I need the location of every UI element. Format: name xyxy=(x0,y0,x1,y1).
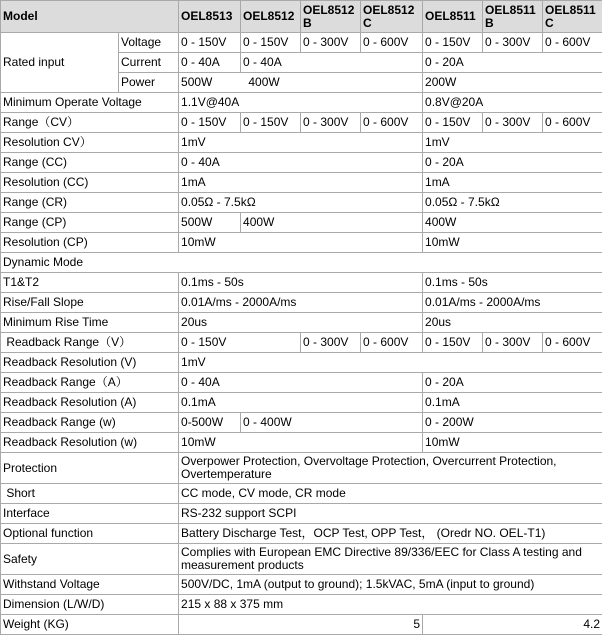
row-label: Resolution (CP) xyxy=(1,233,179,253)
table-cell: 0 - 300V xyxy=(483,33,543,53)
table-cell: 200W xyxy=(423,73,602,93)
table-cell: 0 - 40A xyxy=(241,53,423,73)
table-row xyxy=(1,413,602,433)
table-cell: 10mW xyxy=(423,233,602,253)
row-label: Readback Resolution (A) xyxy=(1,393,179,413)
header-col: OEL8512 C xyxy=(361,1,423,33)
sub-label: Current xyxy=(119,53,179,73)
table-cell: 0 - 300V xyxy=(483,333,543,353)
table-cell: 0 - 20A xyxy=(423,153,602,173)
table-cell: 0 - 600V xyxy=(361,33,423,53)
table-row xyxy=(1,595,602,615)
table-cell: 0 - 150V xyxy=(423,113,483,133)
table-cell: 500V/DC, 1mA (output to ground); 1.5kVAC, 5mA (input to ground) xyxy=(179,575,602,595)
table-cell: 0 - 150V xyxy=(423,333,483,353)
row-label: Rated input xyxy=(1,33,119,93)
table-cell: 0 - 300V xyxy=(483,113,543,133)
header-model: Model xyxy=(1,1,179,33)
row-label: Readback Range（A） xyxy=(1,373,179,393)
table-cell: 0 - 300V xyxy=(301,33,361,53)
row-label: Minimum Rise Time xyxy=(1,313,179,333)
table-row xyxy=(1,193,602,213)
table-cell: 0.1mA xyxy=(179,393,423,413)
table-cell: 0 - 150V xyxy=(179,113,241,133)
table-cell: Battery Discharge Test，OCP Test, OPP Test， (Oredr NO. OEL-T1) xyxy=(179,524,602,544)
row-label: Optional function xyxy=(1,524,179,544)
row-label: Minimum Operate Voltage xyxy=(1,93,179,113)
table-cell: 0 - 300V xyxy=(301,113,361,133)
row-label: T1&T2 xyxy=(1,273,179,293)
table-cell: CC mode, CV mode, CR mode xyxy=(179,484,602,504)
table-cell: 0 - 40A xyxy=(179,53,241,73)
table-cell-text: 500W xyxy=(181,75,212,89)
table-cell: 0 - 20A xyxy=(423,53,602,73)
table-cell: 20us xyxy=(179,313,423,333)
table-cell: Complies with European EMC Directive 89/336/EEC for Class A testing and measurement products xyxy=(179,544,602,575)
table-cell: 1mV xyxy=(423,133,602,153)
table-row xyxy=(1,113,602,133)
row-label: Dimension (L/W/D) xyxy=(1,595,179,615)
row-label: Resolution CV） xyxy=(1,133,179,153)
table-row xyxy=(1,484,602,504)
table-cell: RS-232 support SCPI xyxy=(179,504,602,524)
table-cell: 0 - 20A xyxy=(423,373,602,393)
table-cell: 400W xyxy=(241,213,423,233)
table-row xyxy=(1,313,602,333)
row-label: Rise/Fall Slope xyxy=(1,293,179,313)
table-cell: 0.1ms - 50s xyxy=(179,273,423,293)
row-label: Range（CV） xyxy=(1,113,179,133)
table-row xyxy=(1,544,602,575)
table-row xyxy=(1,524,602,544)
table-cell: 0.05Ω - 7.5kΩ xyxy=(423,193,602,213)
row-label: Readback Resolution (w) xyxy=(1,433,179,453)
table-row xyxy=(1,173,602,193)
table-cell: 400W xyxy=(423,213,602,233)
table-row xyxy=(1,504,602,524)
table-row xyxy=(1,333,602,353)
row-label: Readback Range（V） xyxy=(1,333,179,353)
header-row xyxy=(1,1,602,33)
table-cell: 1mA xyxy=(179,173,423,193)
table-row xyxy=(1,33,602,53)
table-row xyxy=(1,273,602,293)
table-cell: 20us xyxy=(423,313,602,333)
table-cell: 0.05Ω - 7.5kΩ xyxy=(179,193,423,213)
table-row xyxy=(1,373,602,393)
table-cell: 0 - 600V xyxy=(361,333,423,353)
table-cell: 0-500W xyxy=(179,413,241,433)
table-row xyxy=(1,213,602,233)
table-cell: 0.1mA xyxy=(423,393,602,413)
table-cell: 1mV xyxy=(179,353,602,373)
table-cell: 0.01A/ms - 2000A/ms xyxy=(423,293,602,313)
table-cell: 1.1V@40A xyxy=(179,93,423,113)
row-label: Readback Range (w) xyxy=(1,413,179,433)
table-cell: 10mW xyxy=(179,233,423,253)
table-cell: 500W xyxy=(179,213,241,233)
table-cell: 5 xyxy=(179,615,423,635)
row-label: Range (CC) xyxy=(1,153,179,173)
table-cell: 10mW xyxy=(179,433,423,453)
table-cell: 0 - 600V xyxy=(543,33,602,53)
table-cell: 215 x 88 x 375 mm xyxy=(179,595,602,615)
header-col: OEL8511 B xyxy=(483,1,543,33)
table-cell xyxy=(179,73,423,93)
table-cell: 0 - 150V xyxy=(179,333,301,353)
table-cell: 0.1ms - 50s xyxy=(423,273,602,293)
header-col: OEL8511 xyxy=(423,1,483,33)
table-row xyxy=(1,353,602,373)
table-cell: 0.01A/ms - 2000A/ms xyxy=(179,293,423,313)
table-cell: 0 - 300V xyxy=(301,333,361,353)
row-label: Range (CR) xyxy=(1,193,179,213)
row-label: Protection xyxy=(1,453,179,484)
header-col: OEL8511 C xyxy=(543,1,602,33)
row-label: Range (CP) xyxy=(1,213,179,233)
row-label: Withstand Voltage xyxy=(1,575,179,595)
row-label: Weight (KG) xyxy=(1,615,179,635)
sub-label: Voltage xyxy=(119,33,179,53)
table-cell: 0 - 40A xyxy=(179,153,423,173)
table-row xyxy=(1,133,602,153)
table-cell: 0 - 150V xyxy=(423,33,483,53)
header-col: OEL8513 xyxy=(179,1,241,33)
table-cell: 0 - 150V xyxy=(179,33,241,53)
table-cell-text: 400W xyxy=(248,75,279,89)
row-label: Readback Resolution (V) xyxy=(1,353,179,373)
table-row xyxy=(1,453,602,484)
table-cell: 4.2 xyxy=(423,615,602,635)
table-cell: 0 - 150V xyxy=(241,113,301,133)
table-cell: 0 - 600V xyxy=(361,113,423,133)
row-label: Interface xyxy=(1,504,179,524)
table-cell: 0 - 600V xyxy=(543,113,602,133)
table-cell: 0 - 400W xyxy=(241,413,423,433)
row-label: Safety xyxy=(1,544,179,575)
table-row xyxy=(1,393,602,413)
table-cell: 10mW xyxy=(423,433,602,453)
table-cell: 1mA xyxy=(423,173,602,193)
table-cell: Overpower Protection, Overvoltage Protection, Overcurrent Protection, Overtemperature xyxy=(179,453,602,484)
header-col: OEL8512 xyxy=(241,1,301,33)
table-cell: 0 - 200W xyxy=(423,413,602,433)
row-label: Resolution (CC) xyxy=(1,173,179,193)
sub-label: Power xyxy=(119,73,179,93)
table-cell: 0.8V@20A xyxy=(423,93,602,113)
table-cell: 1mV xyxy=(179,133,423,153)
row-label: Short xyxy=(1,484,179,504)
table-row xyxy=(1,433,602,453)
table-row xyxy=(1,93,602,113)
table-cell: 0 - 150V xyxy=(241,33,301,53)
section-label: Dynamic Mode xyxy=(1,253,602,273)
table-cell: 0 - 40A xyxy=(179,373,423,393)
table-row xyxy=(1,253,602,273)
header-col: OEL8512 B xyxy=(301,1,361,33)
table-cell: 0 - 600V xyxy=(543,333,602,353)
table-row xyxy=(1,575,602,595)
table-row xyxy=(1,233,602,253)
table-row xyxy=(1,153,602,173)
table-row xyxy=(1,293,602,313)
